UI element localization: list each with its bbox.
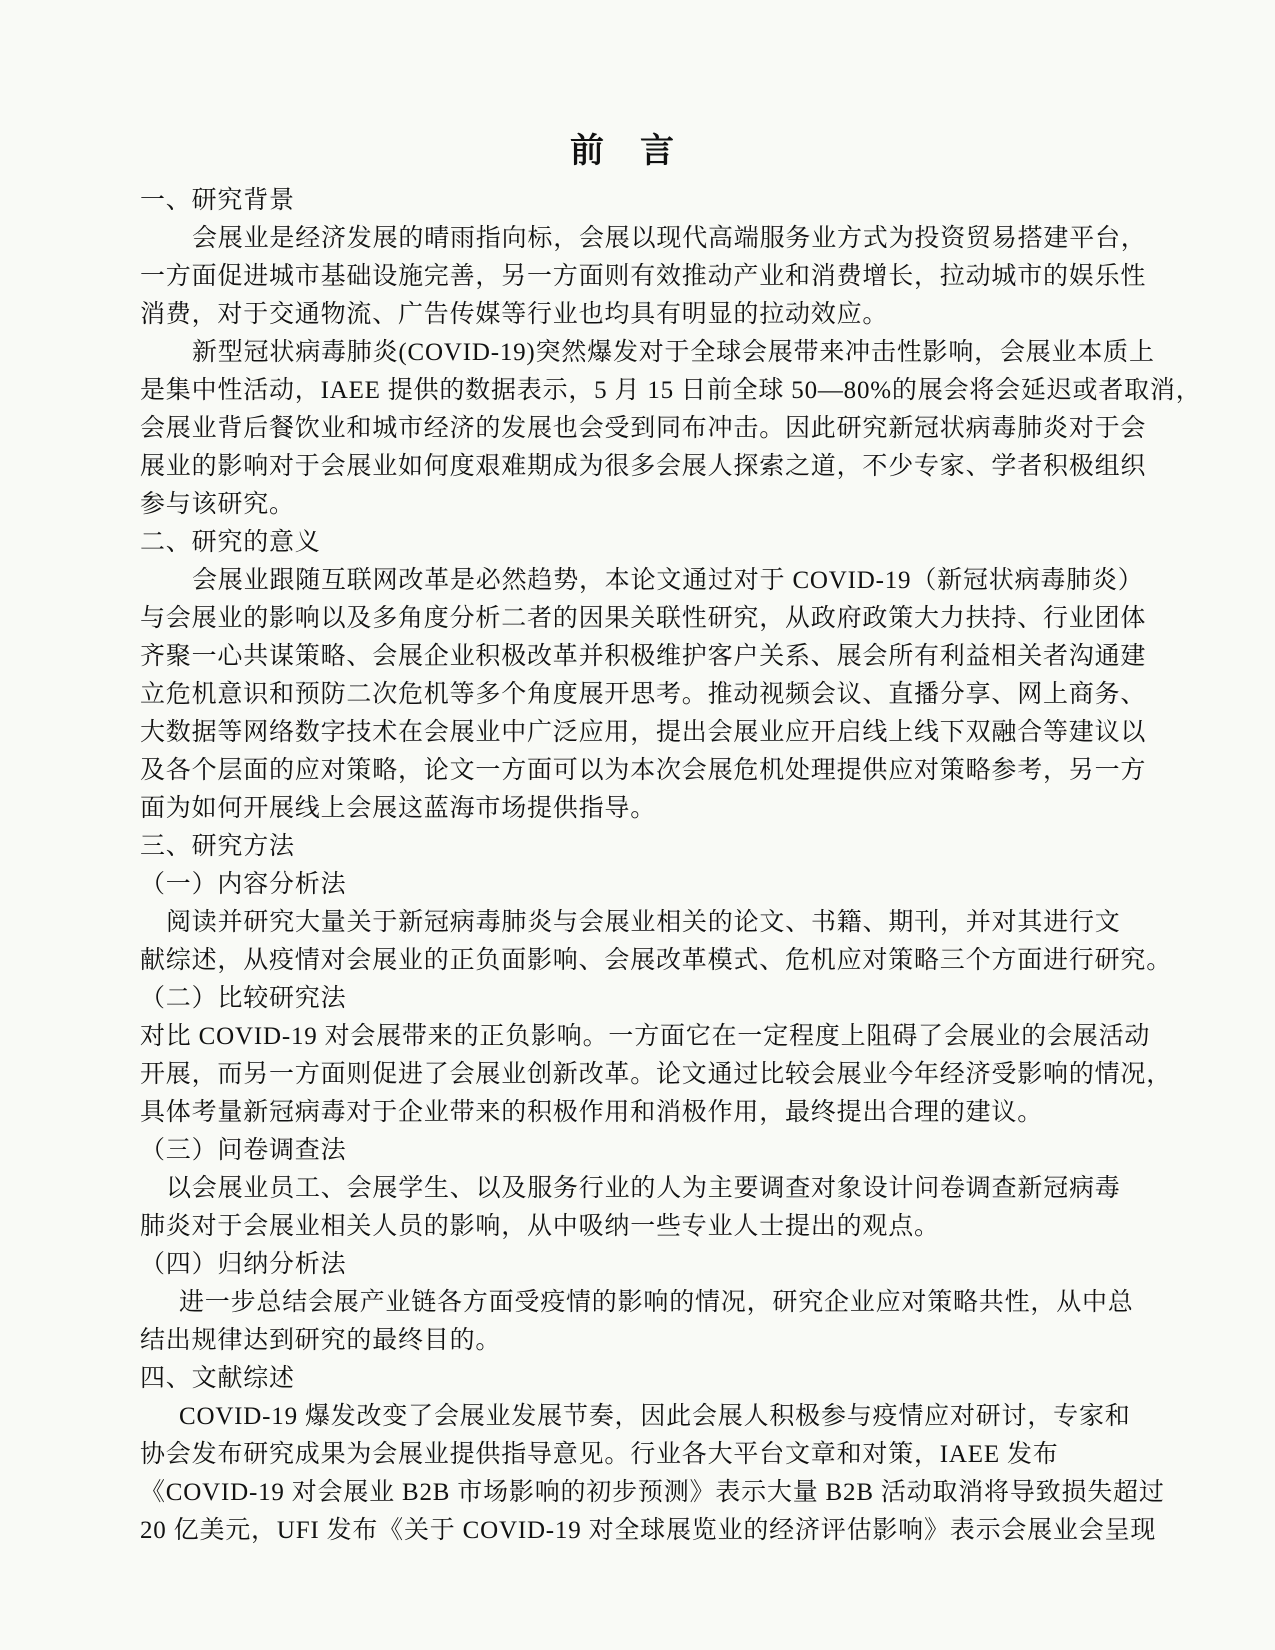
text-line: 会展业跟随互联网改革是必然趋势，本论文通过对于 COVID-19（新冠状病毒肺炎） (192, 567, 1144, 594)
text-line: 面为如何开展线上会展这蓝海市场提供指导。 (140, 795, 657, 822)
text-line: 三、研究方法 (140, 833, 295, 860)
text-line: 大数据等网络数字技术在会展业中广泛应用，提出会展业应开启线上线下双融合等建议以 (140, 719, 1147, 746)
text-line: 以会展业员工、会展学生、以及服务行业的人为主要调查对象设计问卷调查新冠病毒 (166, 1175, 1121, 1202)
text-line: 二、研究的意义 (140, 529, 321, 556)
text-line: 会展业是经济发展的晴雨指向标，会展以现代高端服务业方式为投资贸易搭建平台， (192, 225, 1147, 252)
text-line: 新型冠状病毒肺炎(COVID-19)突然爆发对于全球会展带来冲击性影响，会展业本质上 (192, 339, 1155, 366)
text-line: 协会发布研究成果为会展业提供指导意见。行业各大平台文章和对策，IAEE 发布 (140, 1441, 1059, 1468)
text-line: 会展业背后餐饮业和城市经济的发展也会受到同布冲击。因此研究新冠状病毒肺炎对于会 (140, 415, 1147, 442)
text-line: 《COVID-19 对会展业 B2B 市场影响的初步预测》表示大量 B2B 活动取消将导致损失超过 (140, 1479, 1165, 1506)
text-line: 展业的影响对于会展业如何度艰难期成为很多会展人探索之道，不少专家、学者积极组织 (140, 453, 1147, 480)
text-line: （二）比较研究法 (140, 985, 347, 1012)
text-line: 开展，而另一方面则促进了会展业创新改革。论文通过比较会展业今年经济受影响的情况， (140, 1061, 1173, 1088)
page-title: 前 言 (570, 132, 675, 170)
text-line: 四、文献综述 (140, 1365, 295, 1392)
text-line: 结出规律达到研究的最终目的。 (140, 1327, 502, 1354)
text-line: 献综述，从疫情对会展业的正负面影响、会展改革模式、危机应对策略三个方面进行研究。 (140, 947, 1173, 974)
text-line: 20 亿美元，UFI 发布《关于 COVID-19 对全球展览业的经济评估影响》表示会展业会呈现 (140, 1517, 1157, 1544)
text-line: 参与该研究。 (140, 491, 295, 518)
text-line: 齐聚一心共谋策略、会展企业积极改革并积极维护客户关系、展会所有利益相关者沟通建 (140, 643, 1147, 670)
text-line: 与会展业的影响以及多角度分析二者的因果关联性研究，从政府政策大力扶持、行业团体 (140, 605, 1147, 632)
document-body (140, 128, 1202, 1550)
text-line: 消费，对于交通物流、广告传媒等行业也均具有明显的拉动效应。 (140, 301, 889, 328)
document-lines (140, 182, 1202, 1550)
text-line: （一）内容分析法 (140, 871, 347, 898)
text-line: 肺炎对于会展业相关人员的影响，从中吸纳一些专业人士提出的观点。 (140, 1213, 940, 1240)
text-line: 一方面促进城市基础设施完善，另一方面则有效推动产业和消费增长，拉动城市的娱乐性 (140, 263, 1147, 290)
text-line: 对比 COVID-19 对会展带来的正负影响。一方面它在一定程度上阻碍了会展业的会展活动 (140, 1023, 1151, 1050)
text-line: （四）归纳分析法 (140, 1251, 347, 1278)
text-line: 进一步总结会展产业链各方面受疫情的影响的情况，研究企业应对策略共性，从中总 (179, 1289, 1134, 1316)
text-line: 及各个层面的应对策略，论文一方面可以为本次会展危机处理提供应对策略参考，另一方 (140, 757, 1147, 784)
text-line: COVID-19 爆发改变了会展业发展节奏，因此会展人积极参与疫情应对研讨，专家和 (179, 1403, 1131, 1430)
text-line: 立危机意识和预防二次危机等多个角度展开思考。推动视频会议、直播分享、网上商务、 (140, 681, 1147, 708)
text-line: （三）问卷调查法 (140, 1137, 347, 1164)
text-line: 阅读并研究大量关于新冠病毒肺炎与会展业相关的论文、书籍、期刊，并对其进行文 (166, 909, 1121, 936)
text-line: 一、研究背景 (140, 187, 295, 214)
text-line: 是集中性活动，IAEE 提供的数据表示，5 月 15 日前全球 50—80%的展会将会延迟或者取消， (140, 377, 1202, 404)
text-line: 具体考量新冠病毒对于企业带来的积极作用和消极作用，最终提出合理的建议。 (140, 1099, 1044, 1126)
